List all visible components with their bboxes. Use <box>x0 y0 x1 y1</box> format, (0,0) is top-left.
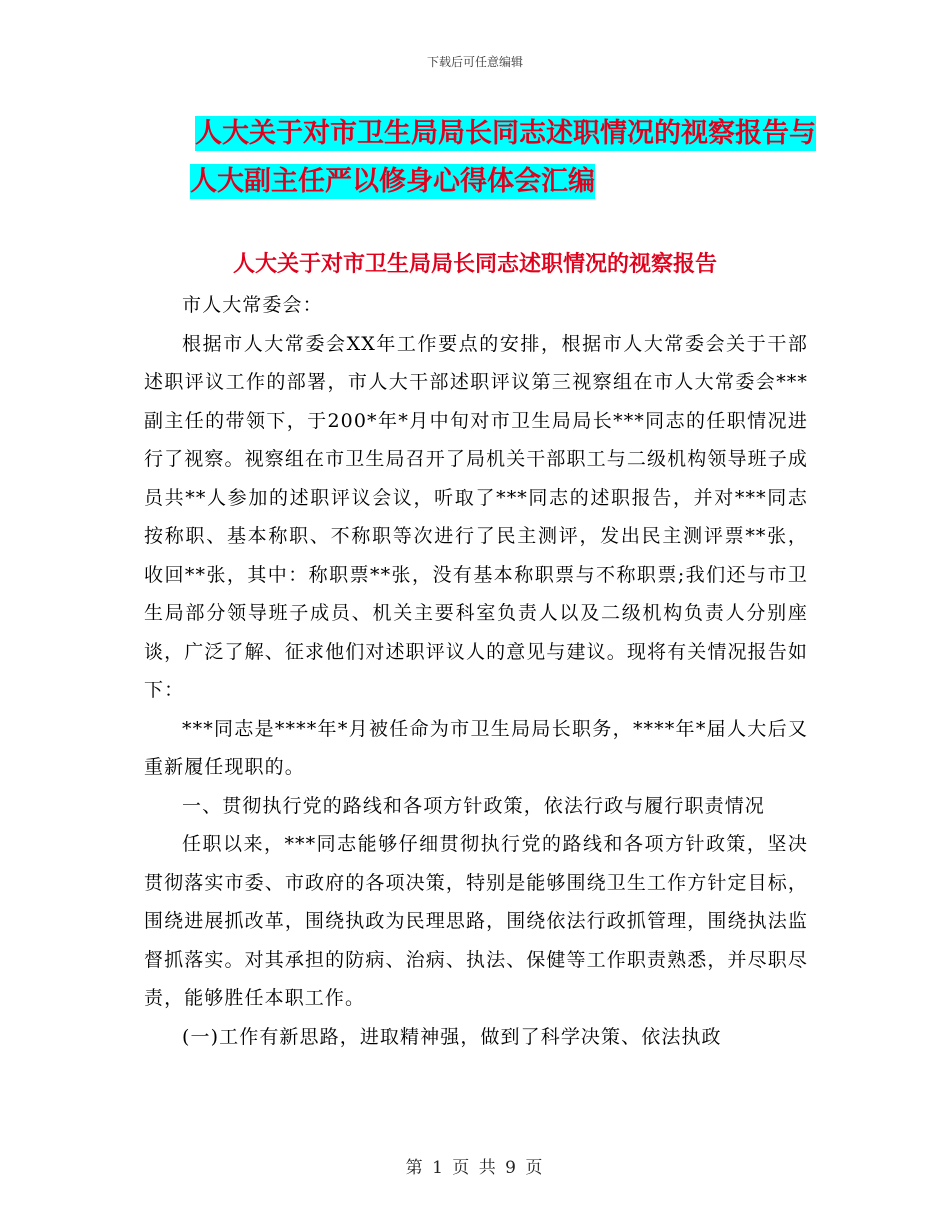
main-title-line-2 <box>190 158 825 206</box>
body-paragraph: ***同志是****年*月被任命为市卫生局局长职务，****年*届人大后又重新履任现职的。 <box>144 717 808 778</box>
header-note: 下载后可任意编辑 <box>426 55 523 69</box>
page-number-footer: 第 1 页 共 9 页 <box>405 1158 545 1178</box>
body-paragraph: 根据市人大常委会XX年工作要点的安排，根据市人大常委会关于干部述职评议工作的部署，市人大干部述职评议第三视察组在市人大常委会***副主任的带领下，于200*年*月中旬对市卫生局局长***同志的任职情况进行了视察。视察组在市卫生局召开了局机关干部职工与二级机构领导班子成员共**人参加的述职评议会议，听取了***同志的述职报告，并对***同志按称职、基本称职、不称职等次进行了民主测评，发出民主测评票**张，收回**张，其中：称职票**张，没有基本称职票与不称职票;我们还与市卫生局部分领导班子成员、机关主要科室负责人以及二级机构负责人分别座谈，广泛了解、征求他们对述职评议人的意见与建议。现将有关情况报告如下： <box>144 332 808 701</box>
section-title: 人大关于对市卫生局局长同志述职情况的视察报告 <box>232 252 717 277</box>
section-heading-paragraph: 一、贯彻执行党的路线和各项方针政策，依法行政与履行职责情况 <box>182 794 765 817</box>
body-paragraph: 任职以来，***同志能够仔细贯彻执行党的路线和各项方针政策，坚决贯彻落实市委、市政府的各项决策，特别是能够围绕卫生工作方针定目标，围绕进展抓改革，围绕执政为民理思路，围绕依法行政抓管理，围绕执法监督抓落实。对其承担的防病、治病、执法、保健等工作职责熟悉，并尽职尽责，能够胜任本职工作。 <box>144 833 808 1009</box>
document-main-title <box>190 110 825 206</box>
main-title-line-1 <box>195 110 825 158</box>
subsection-heading-paragraph: (一)工作有新思路，进取精神强，做到了科学决策、依法执政 <box>182 1025 722 1048</box>
salutation-paragraph: 市人大常委会： <box>182 294 323 316</box>
document-body <box>144 286 808 1056</box>
main-title-line-1-text: 人大关于对市卫生局局长同志述职情况的视察报告与 <box>195 118 816 149</box>
main-title-line-2-text: 人大副主任严以修身心得体会汇编 <box>190 166 595 197</box>
